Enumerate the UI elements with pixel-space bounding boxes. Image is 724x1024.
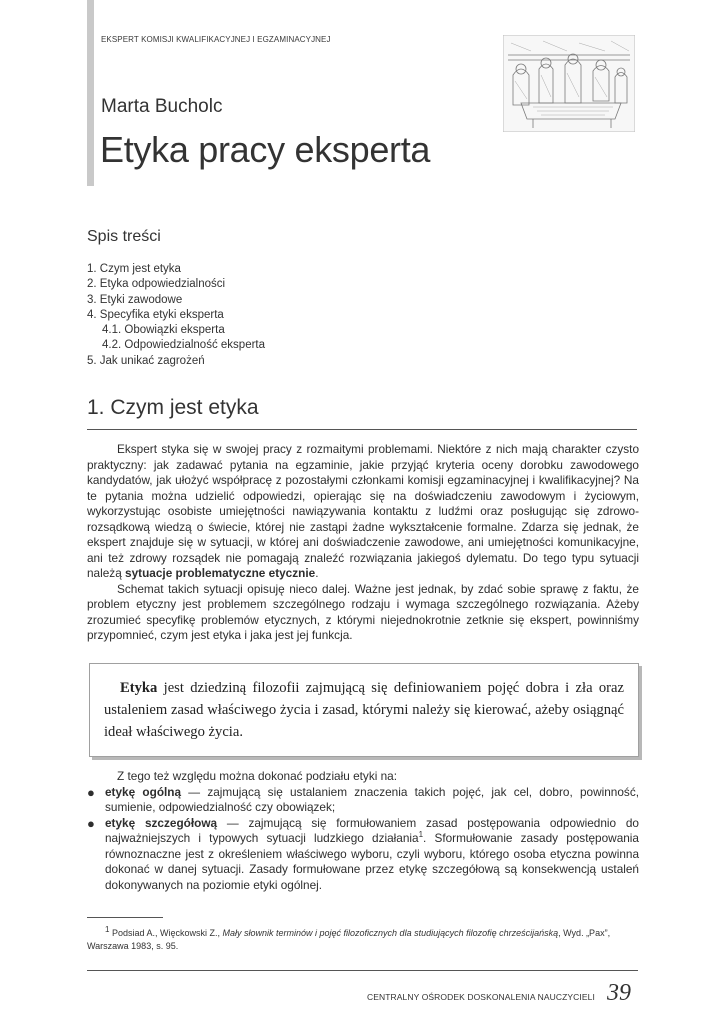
footnote: $^1$ Podsiad A., Więckowski Z., Mały słownik terminów i pojęć filozoficznych dla studiujących filozofię chrześcijańską, Wyd. „Pax”, Warszawa 1983, s. 95. [87, 925, 611, 951]
toc-item: 4. Specyfika etyki eksperta [87, 308, 224, 321]
emphasis: sytuacje problematyczne etycznie [125, 566, 316, 580]
bullet-term: etykę ogólną [105, 784, 182, 799]
section-divider [87, 429, 637, 430]
page-number: 39 [607, 980, 631, 1006]
author-name: Marta Bucholc [101, 96, 223, 117]
footnote-book-title: Mały słownik terminów i pojęć filozoficznych dla studiujących filozofię chrześcijańską [222, 928, 559, 938]
section-body [87, 442, 639, 644]
toc-item: 5. Jak unikać zagrożeń [87, 354, 205, 367]
division-section [87, 769, 639, 893]
toc-subitem: 4.1. Obowiązki eksperta [102, 324, 225, 337]
toc-heading: Spis treści [87, 228, 161, 245]
bullet-item: ● etykę szczegółową — zajmującą się formułowaniem zasad postępowania odpowiednio do najważniejszych i typowych sytuacji ludzkiego działania$^1$. Sformułowanie zasady postępowania równoznaczne jest z określeniem właściwego wyboru, czyli wyboru, którego osoba etyczna powinna dokonać w danej sytuacji. Zasady formułowane przez etykę szczegółową są konsekwencją ustaleń dokonywanych na poziomie etyki ogólnej. [87, 815, 639, 892]
bullet-icon: ● [87, 815, 95, 831]
page-title: Etyka pracy eksperta [100, 129, 431, 170]
footer-label: CENTRALNY OŚRODEK DOSKONALENIA NAUCZYCIELI [367, 992, 595, 1002]
definition-text: Etyka jest dziedziną filozofii zajmującą się definiowaniem pojęć dobra i zła oraz ustaleniem zasad właściwego życia i zasad, którymi należy się kierować, ażeby osiągnąć ideał właściwego życia. [104, 680, 624, 740]
definition-term: Etyka [120, 680, 158, 696]
toc-item: 3. Etyki zawodowe [87, 293, 183, 306]
table-of-contents [87, 262, 265, 369]
bullet-term: etykę szczegółową [105, 815, 218, 830]
definition-box [89, 663, 639, 757]
footnote-ref[interactable]: 1 [418, 830, 424, 840]
paragraph: Schemat takich sytuacji opisuję nieco dalej. Ważne jest jednak, by zdać sobie sprawę z faktu, że problem etyczny jest problemem szczególnego rodzaju i wymaga szczególnego rozwiązania. Ażeby zrozumieć specyfikę problemów etycznych, z którymi niejednokrotnie zetknie się ekspert, powinniśmy przypomnieć, czym jest etyka i jaka jest jej funkcja. [87, 581, 639, 642]
footnote-number: 1 [105, 925, 110, 934]
paragraph: Z tego też względu można dokonać podziału etyki na: [117, 769, 398, 783]
paragraph: Ekspert styka się w swojej pracy z rozmaitymi problemami. Niektóre z nich mają charakter czysto praktyczny: jak zadawać pytania na egzaminie, jakie przyjąć kryteria oceny dorobku zawodowego kandydatów, jak ułożyć współpracę z pozostałymi członkami komisji egzaminacyjnej i kwalifikacyjnej? Na te pytania można udzielić odpowiedzi, opierając się na doświadczeniu zawodowym i życiowym, wykorzystując osobiste umiejętności nawiązywania kontaktu z ludźmi oraz posługując się zdrowo-rozsądkową wiedzą o świecie, której nie zastąpi żadne wykształcenie formalne. Zdarza się jednak, że ekspert znajduje się w sytuacji, w której ani doświadczenie zawodowe, ani umiejętności komunikacyjne, ani też zdrowy rozsądek nie pomagają znaleźć rozwiązania jakiegoś dylematu. Do tego typu sytuacji należą sytuacje problematyczne etycznie. [87, 442, 639, 580]
toc-subitem: 4.2. Odpowiedzialność eksperta [102, 339, 266, 352]
bullet-item: ● etykę ogólną — zajmującą się ustalaniem znaczenia takich pojęć, jak cel, dobro, powinność, sumienie, odpowiedzialność czy obowiązek; [87, 784, 639, 814]
toc-item: 1. Czym jest etyka [87, 263, 181, 275]
footer-divider [87, 970, 638, 971]
section-heading: 1. Czym jest etyka [87, 396, 259, 419]
woodcut-illustration [503, 35, 635, 132]
running-header: EKSPERT KOMISJI KWALIFIKACYJNEJ I EGZAMINACYJNEJ [101, 35, 331, 44]
bullet-icon: ● [87, 784, 95, 800]
footnote-divider [87, 917, 163, 918]
bullet-list [87, 785, 639, 894]
toc-item: 2. Etyka odpowiedzialności [87, 278, 226, 291]
header-side-bar [87, 0, 94, 186]
